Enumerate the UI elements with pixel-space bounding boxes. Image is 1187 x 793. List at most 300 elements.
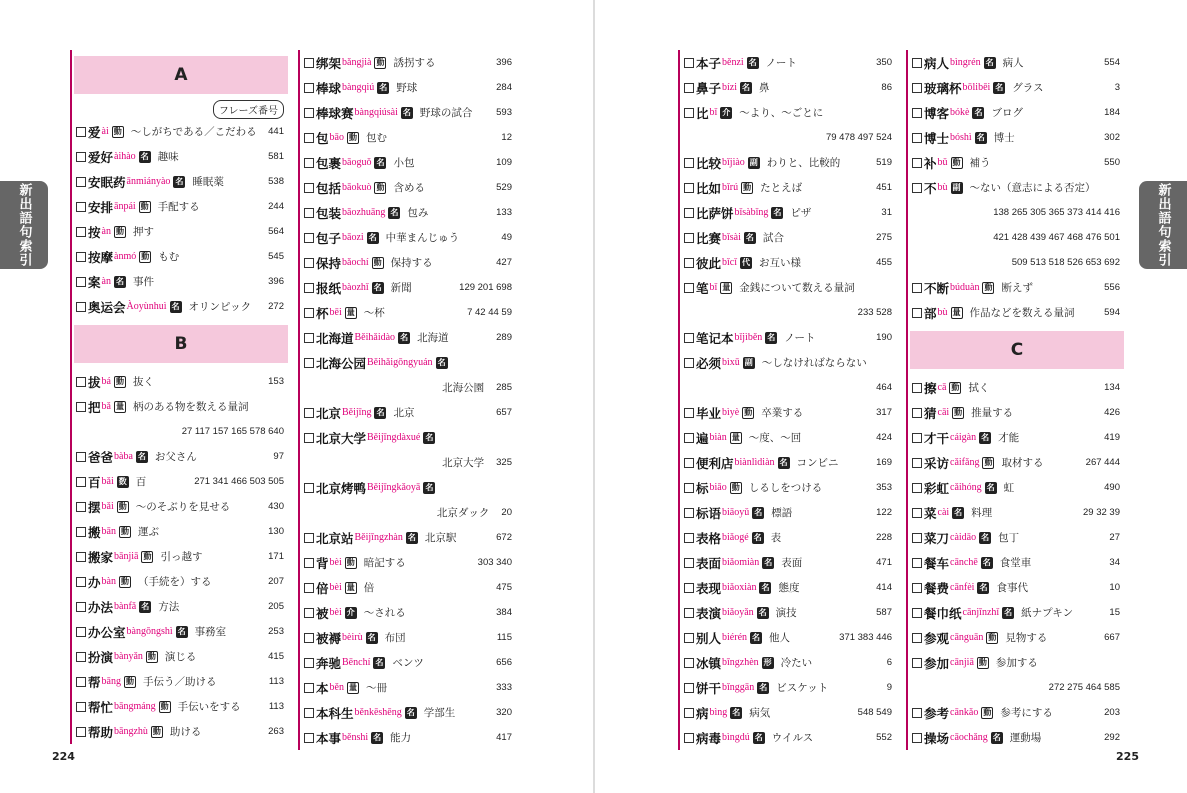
index-entry[interactable] bbox=[908, 375, 1124, 400]
entry-checkbox[interactable] bbox=[76, 577, 86, 587]
entry-checkbox[interactable] bbox=[304, 433, 314, 443]
entry-checkbox[interactable] bbox=[76, 152, 86, 162]
entry-checkbox[interactable] bbox=[304, 533, 314, 543]
phrase-numbers: 548 549 bbox=[857, 707, 892, 718]
index-entry[interactable] bbox=[680, 550, 896, 575]
phrase-numbers: 253 bbox=[268, 626, 284, 637]
entry-hanzi: 本子 bbox=[696, 55, 722, 71]
entry-checkbox[interactable] bbox=[76, 602, 86, 612]
index-entry[interactable] bbox=[300, 200, 516, 225]
entry-checkbox[interactable] bbox=[912, 708, 922, 718]
index-entry[interactable] bbox=[908, 425, 1124, 450]
entry-checkbox[interactable] bbox=[912, 583, 922, 593]
index-entry[interactable] bbox=[72, 519, 288, 544]
index-entry[interactable] bbox=[908, 125, 1124, 150]
part-of-speech-badge: 名 bbox=[985, 57, 994, 67]
index-side-tab-right: 新出語句索引 bbox=[1139, 181, 1187, 269]
entry-checkbox[interactable] bbox=[304, 708, 314, 718]
entry-checkbox[interactable] bbox=[76, 202, 86, 212]
index-entry[interactable] bbox=[908, 650, 1124, 675]
entry-checkbox[interactable] bbox=[304, 183, 314, 193]
entry-checkbox[interactable] bbox=[684, 183, 694, 193]
entry-meaning: 取材する bbox=[1001, 457, 1044, 469]
part-of-speech-badge: 量 bbox=[346, 307, 355, 317]
index-entry[interactable] bbox=[72, 144, 288, 169]
phrase-numbers: 285 bbox=[496, 382, 512, 393]
entry-pinyin: bàngqiú bbox=[342, 82, 375, 93]
index-entry[interactable] bbox=[680, 525, 896, 550]
part-of-speech-badge: 名 bbox=[954, 507, 963, 517]
index-entry[interactable] bbox=[300, 625, 516, 650]
phrase-numbers: 190 bbox=[876, 332, 892, 343]
index-entry[interactable] bbox=[300, 325, 516, 350]
entry-checkbox[interactable] bbox=[684, 208, 694, 218]
index-entry[interactable] bbox=[908, 600, 1124, 625]
entry-pinyin: bànyǎn bbox=[114, 651, 143, 662]
index-entry[interactable] bbox=[908, 475, 1124, 500]
index-entry[interactable] bbox=[300, 525, 516, 550]
entry-meaning: お父さん bbox=[154, 451, 197, 463]
entry-checkbox[interactable] bbox=[684, 258, 694, 268]
entry-hanzi: 病人 bbox=[924, 55, 950, 71]
entry-hanzi: 搬 bbox=[88, 524, 101, 540]
entry-checkbox[interactable] bbox=[912, 533, 922, 543]
index-entry[interactable] bbox=[908, 500, 1124, 525]
entry-checkbox[interactable] bbox=[76, 402, 86, 412]
index-entry[interactable] bbox=[300, 50, 516, 75]
index-entry[interactable] bbox=[908, 450, 1124, 475]
entry-checkbox[interactable] bbox=[304, 158, 314, 168]
index-entry[interactable] bbox=[680, 575, 896, 600]
part-of-speech-badge: 名 bbox=[759, 682, 768, 692]
entry-checkbox[interactable] bbox=[684, 408, 694, 418]
entry-checkbox[interactable] bbox=[76, 702, 86, 712]
entry-meaning: 運ぶ bbox=[137, 526, 159, 538]
part-of-speech-badge: 動 bbox=[120, 526, 129, 536]
entry-checkbox[interactable] bbox=[912, 608, 922, 618]
entry-checkbox[interactable] bbox=[684, 233, 694, 243]
index-entry[interactable] bbox=[908, 575, 1124, 600]
entry-hanzi: 便利店 bbox=[696, 455, 734, 471]
index-entry[interactable] bbox=[300, 550, 516, 575]
index-entry[interactable] bbox=[908, 725, 1124, 750]
phrase-numbers: 672 bbox=[496, 532, 512, 543]
entry-pinyin: biǎogé bbox=[722, 532, 749, 543]
entry-hanzi: 擦 bbox=[924, 380, 937, 396]
entry-checkbox[interactable] bbox=[684, 733, 694, 743]
part-of-speech-badge: 動 bbox=[125, 676, 134, 686]
entry-hanzi: 菜 bbox=[924, 505, 937, 521]
part-of-speech-badge: 動 bbox=[731, 482, 740, 492]
entry-hanzi: 搬家 bbox=[88, 549, 114, 565]
part-of-speech-badge: 名 bbox=[137, 451, 146, 461]
entry-continuation bbox=[908, 250, 1124, 275]
entry-checkbox[interactable] bbox=[912, 58, 922, 68]
entry-pinyin: bǎi bbox=[101, 476, 114, 487]
entry-meaning: 包む bbox=[365, 132, 387, 144]
index-entry[interactable] bbox=[680, 675, 896, 700]
entry-pinyin: bókè bbox=[950, 107, 970, 118]
part-of-speech-badge: 名 bbox=[981, 432, 990, 442]
phrase-numbers: 384 bbox=[496, 607, 512, 618]
part-of-speech-badge: 名 bbox=[995, 82, 1004, 92]
index-entry[interactable] bbox=[72, 394, 288, 419]
phrase-numbers: 27 117 157 165 578 640 bbox=[181, 426, 284, 437]
phrase-numbers: 6 bbox=[886, 657, 892, 668]
phrase-numbers: 267 444 bbox=[1085, 457, 1120, 468]
index-entry[interactable] bbox=[300, 475, 516, 500]
entry-checkbox[interactable] bbox=[912, 733, 922, 743]
index-entry[interactable] bbox=[680, 325, 896, 350]
entry-checkbox[interactable] bbox=[76, 277, 86, 287]
entry-checkbox[interactable] bbox=[912, 183, 922, 193]
entry-meaning: （手続を）する bbox=[137, 576, 212, 588]
phrase-numbers: 519 bbox=[876, 157, 892, 168]
entry-hanzi: 报纸 bbox=[316, 280, 342, 296]
entry-checkbox[interactable] bbox=[684, 58, 694, 68]
index-entry[interactable] bbox=[680, 250, 896, 275]
index-entry[interactable] bbox=[300, 400, 516, 425]
entry-checkbox[interactable] bbox=[304, 258, 314, 268]
index-entry[interactable] bbox=[300, 650, 516, 675]
entry-checkbox[interactable] bbox=[684, 108, 694, 118]
entry-hanzi: 比如 bbox=[696, 180, 722, 196]
index-entry[interactable] bbox=[908, 550, 1124, 575]
index-entry[interactable] bbox=[908, 275, 1124, 300]
phrase-numbers: 10 bbox=[1109, 582, 1120, 593]
entry-pinyin: biāo bbox=[709, 482, 727, 493]
entry-checkbox[interactable] bbox=[912, 633, 922, 643]
entry-checkbox[interactable] bbox=[76, 627, 86, 637]
index-entry[interactable] bbox=[72, 719, 288, 744]
entry-checkbox[interactable] bbox=[912, 508, 922, 518]
entry-meaning: 暗記する bbox=[363, 557, 406, 569]
entry-meaning: 北京ダック bbox=[436, 507, 490, 519]
entry-meaning: ブログ bbox=[991, 107, 1023, 119]
entry-checkbox[interactable] bbox=[912, 133, 922, 143]
index-entry[interactable] bbox=[908, 150, 1124, 175]
index-entry[interactable] bbox=[680, 350, 896, 375]
index-entry[interactable] bbox=[300, 275, 516, 300]
entry-checkbox[interactable] bbox=[684, 533, 694, 543]
entry-pinyin: ānpái bbox=[114, 201, 136, 212]
entry-pinyin: bāo bbox=[329, 132, 344, 143]
entry-checkbox[interactable] bbox=[76, 727, 86, 737]
entry-checkbox[interactable] bbox=[684, 333, 694, 343]
index-entry[interactable] bbox=[72, 119, 288, 144]
entry-checkbox[interactable] bbox=[304, 308, 314, 318]
entry-checkbox[interactable] bbox=[304, 608, 314, 618]
entry-checkbox[interactable] bbox=[304, 333, 314, 343]
index-entry[interactable] bbox=[72, 594, 288, 619]
entry-checkbox[interactable] bbox=[304, 683, 314, 693]
part-of-speech-badge: 動 bbox=[118, 501, 127, 511]
entry-meaning: ノート bbox=[784, 332, 816, 344]
entry-checkbox[interactable] bbox=[76, 452, 86, 462]
entry-hanzi: 安排 bbox=[88, 199, 114, 215]
index-entry[interactable] bbox=[680, 225, 896, 250]
entry-checkbox[interactable] bbox=[684, 583, 694, 593]
index-entry[interactable] bbox=[680, 700, 896, 725]
part-of-speech-badge: 名 bbox=[140, 151, 149, 161]
entry-hanzi: 参观 bbox=[924, 630, 950, 646]
entry-checkbox[interactable] bbox=[304, 283, 314, 293]
entry-checkbox[interactable] bbox=[76, 477, 86, 487]
index-entry[interactable] bbox=[72, 669, 288, 694]
index-entry[interactable] bbox=[72, 444, 288, 469]
entry-pinyin: bàozhǐ bbox=[342, 282, 369, 293]
entry-checkbox[interactable] bbox=[76, 177, 86, 187]
index-entry[interactable] bbox=[72, 619, 288, 644]
section-header-c: C bbox=[910, 331, 1124, 369]
index-side-tab-left: 新出語句索引 bbox=[0, 181, 48, 269]
index-entry[interactable] bbox=[300, 150, 516, 175]
index-entry[interactable] bbox=[300, 725, 516, 750]
index-entry[interactable] bbox=[908, 525, 1124, 550]
index-entry[interactable] bbox=[300, 575, 516, 600]
index-entry[interactable] bbox=[72, 369, 288, 394]
entry-meaning: 博士 bbox=[993, 132, 1015, 144]
index-entry[interactable] bbox=[908, 100, 1124, 125]
entry-checkbox[interactable] bbox=[684, 283, 694, 293]
entry-checkbox[interactable] bbox=[304, 208, 314, 218]
index-entry[interactable] bbox=[680, 100, 896, 125]
index-entry[interactable] bbox=[908, 300, 1124, 325]
index-entry[interactable] bbox=[300, 250, 516, 275]
part-of-speech-badge: 動 bbox=[984, 282, 993, 292]
entry-meaning: 包み bbox=[407, 207, 429, 219]
entry-pinyin: Àoyùnhuì bbox=[126, 301, 167, 312]
entry-checkbox[interactable] bbox=[304, 633, 314, 643]
entry-checkbox[interactable] bbox=[304, 558, 314, 568]
entry-pinyin: cānfèi bbox=[950, 582, 975, 593]
index-entry[interactable] bbox=[680, 425, 896, 450]
entry-checkbox[interactable] bbox=[912, 83, 922, 93]
index-entry[interactable] bbox=[300, 300, 516, 325]
part-of-speech-badge: 名 bbox=[742, 82, 751, 92]
entry-checkbox[interactable] bbox=[684, 83, 694, 93]
entry-pinyin: bèi bbox=[329, 607, 342, 618]
entry-hanzi: 拔 bbox=[88, 374, 101, 390]
index-entry[interactable] bbox=[680, 200, 896, 225]
phrase-numbers: 554 bbox=[1104, 57, 1120, 68]
entry-checkbox[interactable] bbox=[912, 658, 922, 668]
index-entry[interactable] bbox=[680, 475, 896, 500]
index-entry[interactable] bbox=[908, 625, 1124, 650]
entry-checkbox[interactable] bbox=[76, 527, 86, 537]
part-of-speech-badge: 名 bbox=[373, 732, 382, 742]
entry-checkbox[interactable] bbox=[76, 227, 86, 237]
entry-checkbox[interactable] bbox=[76, 302, 86, 312]
entry-meaning: 小包 bbox=[393, 157, 415, 169]
entry-checkbox[interactable] bbox=[912, 458, 922, 468]
entry-continuation bbox=[680, 375, 896, 400]
entry-checkbox[interactable] bbox=[684, 708, 694, 718]
phrase-numbers: 109 bbox=[496, 157, 512, 168]
part-of-speech-badge: 名 bbox=[141, 601, 150, 611]
entry-checkbox[interactable] bbox=[912, 308, 922, 318]
index-entry[interactable] bbox=[908, 700, 1124, 725]
part-of-speech-badge: 動 bbox=[952, 157, 961, 167]
part-of-speech-badge: 数 bbox=[118, 476, 127, 486]
entry-meaning: ～される bbox=[363, 607, 406, 619]
index-entry[interactable] bbox=[300, 75, 516, 100]
entry-checkbox[interactable] bbox=[684, 633, 694, 643]
index-entry[interactable] bbox=[300, 425, 516, 450]
index-entry[interactable] bbox=[72, 244, 288, 269]
entry-pinyin: bǐjìběn bbox=[734, 332, 763, 343]
part-of-speech-badge: 名 bbox=[376, 407, 385, 417]
index-entry[interactable] bbox=[908, 175, 1124, 200]
index-entry[interactable] bbox=[72, 219, 288, 244]
index-entry[interactable] bbox=[300, 175, 516, 200]
index-entry[interactable] bbox=[300, 100, 516, 125]
part-of-speech-badge: 動 bbox=[376, 57, 385, 67]
entry-checkbox[interactable] bbox=[912, 283, 922, 293]
entry-hanzi: 帮忙 bbox=[88, 699, 114, 715]
entry-checkbox[interactable] bbox=[304, 733, 314, 743]
entry-pinyin: bēi bbox=[329, 307, 342, 318]
index-entry[interactable] bbox=[72, 644, 288, 669]
entry-checkbox[interactable] bbox=[912, 408, 922, 418]
index-entry[interactable] bbox=[680, 175, 896, 200]
phrase-numbers: 414 bbox=[876, 582, 892, 593]
index-entry[interactable] bbox=[680, 500, 896, 525]
index-entry[interactable] bbox=[680, 275, 896, 300]
entry-checkbox[interactable] bbox=[76, 252, 86, 262]
entry-checkbox[interactable] bbox=[684, 358, 694, 368]
entry-checkbox[interactable] bbox=[304, 83, 314, 93]
index-entry[interactable] bbox=[72, 194, 288, 219]
entry-checkbox[interactable] bbox=[76, 652, 86, 662]
part-of-speech-badge: 名 bbox=[425, 432, 434, 442]
entry-checkbox[interactable] bbox=[684, 458, 694, 468]
part-of-speech-badge: 名 bbox=[754, 732, 763, 742]
entry-pinyin: bāokuò bbox=[342, 182, 372, 193]
index-entry[interactable] bbox=[680, 150, 896, 175]
index-entry[interactable] bbox=[300, 225, 516, 250]
part-of-speech-badge: 量 bbox=[348, 682, 357, 692]
entry-checkbox[interactable] bbox=[304, 133, 314, 143]
index-entry[interactable] bbox=[72, 569, 288, 594]
entry-hanzi: 爱 bbox=[88, 124, 101, 140]
entry-checkbox[interactable] bbox=[684, 508, 694, 518]
part-of-speech-badge: 名 bbox=[425, 482, 434, 492]
entry-checkbox[interactable] bbox=[684, 558, 694, 568]
index-entry[interactable] bbox=[300, 700, 516, 725]
entry-checkbox[interactable] bbox=[912, 158, 922, 168]
entry-meaning: 作品などを数える量詞 bbox=[969, 307, 1075, 319]
entry-meaning: 見物する bbox=[1005, 632, 1048, 644]
entry-pinyin: cānguān bbox=[950, 632, 984, 643]
entry-checkbox[interactable] bbox=[76, 127, 86, 137]
entry-meaning: 中華まんじゅう bbox=[385, 232, 460, 244]
entry-checkbox[interactable] bbox=[304, 483, 314, 493]
index-entry[interactable] bbox=[908, 75, 1124, 100]
entry-checkbox[interactable] bbox=[912, 433, 922, 443]
entry-checkbox[interactable] bbox=[304, 408, 314, 418]
entry-checkbox[interactable] bbox=[304, 358, 314, 368]
entry-checkbox[interactable] bbox=[76, 552, 86, 562]
entry-checkbox[interactable] bbox=[304, 108, 314, 118]
entry-meaning: ～より、～ごとに bbox=[739, 107, 824, 119]
entry-checkbox[interactable] bbox=[304, 233, 314, 243]
index-entry[interactable] bbox=[72, 694, 288, 719]
entry-checkbox[interactable] bbox=[684, 658, 694, 668]
index-entry[interactable] bbox=[908, 400, 1124, 425]
part-of-speech-badge: 動 bbox=[152, 726, 161, 736]
phrase-numbers: 317 bbox=[876, 407, 892, 418]
index-entry[interactable] bbox=[680, 50, 896, 75]
entry-checkbox[interactable] bbox=[912, 558, 922, 568]
entry-checkbox[interactable] bbox=[304, 658, 314, 668]
phrase-numbers: 396 bbox=[496, 57, 512, 68]
phrase-numbers: 371 383 446 bbox=[839, 632, 892, 643]
index-entry[interactable] bbox=[72, 169, 288, 194]
phrase-numbers: 31 bbox=[881, 207, 892, 218]
entry-hanzi: 比赛 bbox=[696, 230, 722, 246]
index-entry[interactable] bbox=[680, 450, 896, 475]
phrase-numbers: 203 bbox=[1104, 707, 1120, 718]
index-entry[interactable] bbox=[908, 50, 1124, 75]
entry-pinyin: bǐnggān bbox=[722, 682, 755, 693]
entry-checkbox[interactable] bbox=[76, 502, 86, 512]
index-entry[interactable] bbox=[300, 350, 516, 375]
entry-checkbox[interactable] bbox=[684, 483, 694, 493]
index-entry[interactable] bbox=[300, 675, 516, 700]
index-entry[interactable] bbox=[680, 725, 896, 750]
index-entry[interactable] bbox=[680, 400, 896, 425]
entry-checkbox[interactable] bbox=[684, 433, 694, 443]
phrase-numbers: 415 bbox=[268, 651, 284, 662]
entry-checkbox[interactable] bbox=[304, 583, 314, 593]
index-entry[interactable] bbox=[72, 544, 288, 569]
index-entry[interactable] bbox=[72, 294, 288, 319]
part-of-speech-badge: 名 bbox=[753, 532, 762, 542]
entry-hanzi: 标语 bbox=[696, 505, 722, 521]
entry-meaning: 保持する bbox=[390, 257, 433, 269]
entry-checkbox[interactable] bbox=[684, 683, 694, 693]
phrase-number-badge: フレーズ番号 bbox=[213, 100, 284, 119]
index-entry[interactable] bbox=[72, 469, 288, 494]
index-entry[interactable] bbox=[300, 125, 516, 150]
entry-checkbox[interactable] bbox=[684, 608, 694, 618]
entry-hanzi: 倍 bbox=[316, 580, 329, 596]
entry-pinyin: ài bbox=[101, 126, 109, 137]
index-entry[interactable] bbox=[680, 650, 896, 675]
index-entry[interactable] bbox=[680, 600, 896, 625]
entry-hanzi: 摆 bbox=[88, 499, 101, 515]
index-entry[interactable] bbox=[300, 600, 516, 625]
entry-checkbox[interactable] bbox=[76, 377, 86, 387]
entry-checkbox[interactable] bbox=[912, 108, 922, 118]
entry-checkbox[interactable] bbox=[912, 383, 922, 393]
index-entry[interactable] bbox=[72, 494, 288, 519]
entry-checkbox[interactable] bbox=[912, 483, 922, 493]
entry-checkbox[interactable] bbox=[684, 158, 694, 168]
entry-checkbox[interactable] bbox=[76, 677, 86, 687]
entry-pinyin: bóshì bbox=[950, 132, 972, 143]
entry-checkbox[interactable] bbox=[304, 58, 314, 68]
section-header-a: A bbox=[74, 56, 288, 94]
index-entry[interactable] bbox=[72, 269, 288, 294]
part-of-speech-badge: 代 bbox=[742, 257, 751, 267]
part-of-speech-badge: 副 bbox=[952, 182, 961, 192]
index-entry[interactable] bbox=[680, 625, 896, 650]
index-entry[interactable] bbox=[680, 75, 896, 100]
phrase-numbers: 244 bbox=[268, 201, 284, 212]
entry-hanzi: 本科生 bbox=[316, 705, 354, 721]
